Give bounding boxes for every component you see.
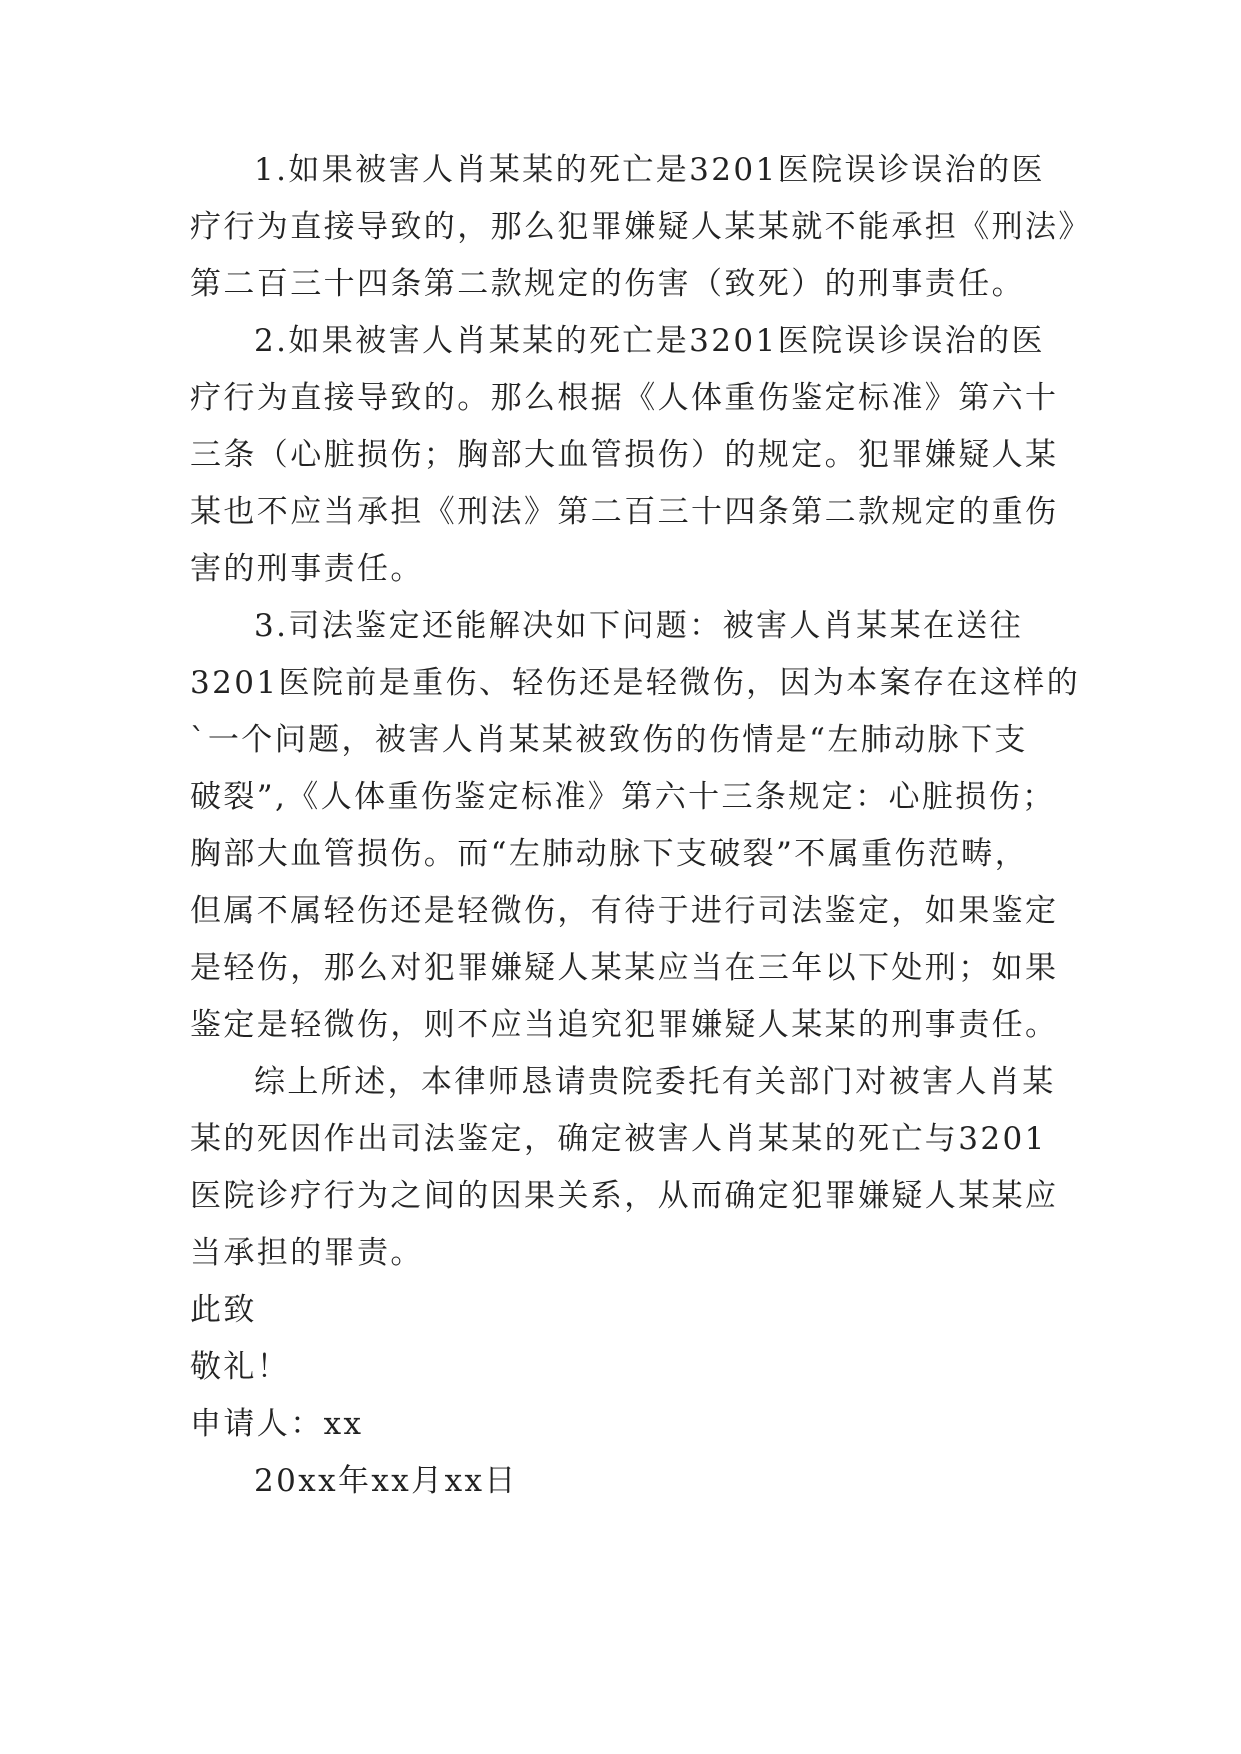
paragraph-3-line-1: 3.司法鉴定还能解决如下问题：被害人肖某某在送往 bbox=[254, 608, 1024, 644]
paragraph-3-line-2: 3201医院前是重伤、轻伤还是轻微伤，因为本案存在这样的 bbox=[190, 665, 1081, 701]
closing-greeting: 此致 bbox=[190, 1292, 257, 1328]
paragraph-3-line-5: 胸部大血管损伤。而“左肺动脉下支破裂”不属重伤范畴， bbox=[190, 836, 1029, 872]
applicant-line: 申请人：xx bbox=[190, 1406, 364, 1442]
paragraph-2-line-2: 疗行为直接导致的。那么根据《人体重伤鉴定标准》第六十 bbox=[190, 380, 1059, 416]
paragraph-2-line-3: 三条（心脏损伤；胸部大血管损伤）的规定。犯罪嫌疑人某 bbox=[190, 437, 1059, 473]
paragraph-1-line-2: 疗行为直接导致的，那么犯罪嫌疑人某某就不能承担《刑法》 bbox=[190, 209, 1092, 245]
conclusion-line-3: 医院诊疗行为之间的因果关系，从而确定犯罪嫌疑人某某应 bbox=[190, 1178, 1059, 1214]
paragraph-3-line-4: 破裂”,《人体重伤鉴定标准》第六十三条规定：心脏损伤； bbox=[190, 779, 1056, 815]
paragraph-3-line-3: `一个问题，被害人肖某某被致伤的伤情是“左肺动脉下支 bbox=[190, 722, 1028, 758]
paragraph-3-line-8: 鉴定是轻微伤，则不应当追究犯罪嫌疑人某某的刑事责任。 bbox=[190, 1007, 1059, 1043]
conclusion-line-2: 某的死因作出司法鉴定，确定被害人肖某某的死亡与3201 bbox=[190, 1121, 1047, 1157]
closing-salutation: 敬礼！ bbox=[190, 1349, 291, 1385]
paragraph-3-line-6: 但属不属轻伤还是轻微伤，有待于进行司法鉴定，如果鉴定 bbox=[190, 893, 1059, 929]
paragraph-3-line-7: 是轻伤，那么对犯罪嫌疑人某某应当在三年以下处刑；如果 bbox=[190, 950, 1059, 986]
paragraph-2-line-5: 害的刑事责任。 bbox=[190, 551, 424, 587]
conclusion-line-4: 当承担的罪责。 bbox=[190, 1235, 424, 1271]
conclusion-line-1: 综上所述，本律师恳请贵院委托有关部门对被害人肖某 bbox=[254, 1064, 1056, 1100]
paragraph-2-line-4: 某也不应当承担《刑法》第二百三十四条第二款规定的重伤 bbox=[190, 494, 1059, 530]
paragraph-1-line-1: 1.如果被害人肖某某的死亡是3201医院误诊误治的医 bbox=[254, 152, 1045, 188]
paragraph-1-line-3: 第二百三十四条第二款规定的伤害（致死）的刑事责任。 bbox=[190, 266, 1025, 302]
paragraph-2-line-1: 2.如果被害人肖某某的死亡是3201医院误诊误治的医 bbox=[254, 323, 1045, 359]
date-line: 20xx年xx月xx日 bbox=[254, 1463, 518, 1499]
